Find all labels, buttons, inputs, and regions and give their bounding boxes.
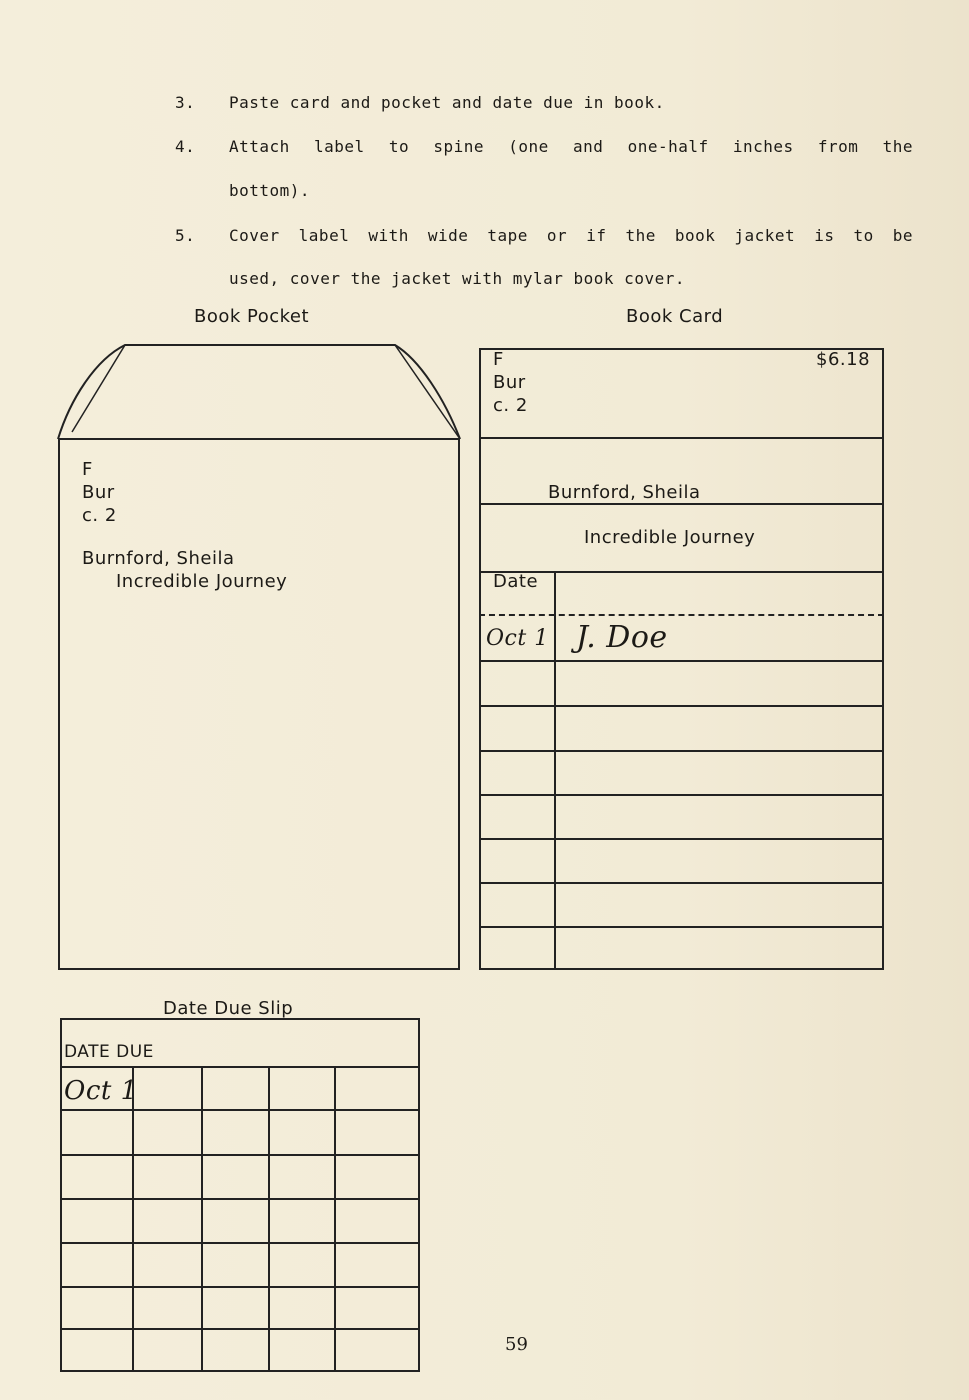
slip-row-line: [60, 1198, 420, 1200]
card-row-line: [479, 794, 884, 796]
card-row-line: [479, 926, 884, 928]
step-3-number: 3.: [175, 93, 196, 112]
card-row-line: [479, 705, 884, 707]
slip-column-line: [268, 1066, 270, 1372]
book-card-caption: Book Card: [626, 306, 724, 327]
slip-row-line: [60, 1286, 420, 1288]
pocket-title: Incredible Journey: [116, 571, 288, 592]
page-number: 59: [505, 1334, 528, 1355]
card-call-number-line-2: Bur: [493, 372, 526, 393]
step-3-text: Paste card and pocket and date due in book.: [229, 93, 665, 112]
slip-row-line: [60, 1242, 420, 1244]
card-divider: [479, 571, 884, 573]
card-call-number-line-3: c. 2: [493, 395, 528, 416]
slip-column-line: [334, 1066, 336, 1372]
pocket-call-number-line-3: c. 2: [82, 505, 117, 526]
card-row-line: [479, 750, 884, 752]
pocket-call-number-line-1: F: [82, 459, 93, 480]
card-row-line: [479, 882, 884, 884]
step-5-number: 5.: [175, 226, 196, 245]
card-date-header: Date: [493, 571, 539, 592]
card-entry-borrower: J. Doe: [576, 620, 668, 655]
slip-entry-date: Oct 1: [64, 1076, 138, 1106]
step-4-continuation: bottom).: [229, 181, 311, 200]
step-4-number: 4.: [175, 137, 196, 156]
step-5-line: Cover label with wide tape or if the book jacket is to be: [229, 226, 913, 245]
card-header-divider: [479, 614, 884, 616]
date-due-slip-caption: Date Due Slip: [163, 998, 294, 1019]
book-pocket-caption: Book Pocket: [194, 306, 310, 327]
card-call-number-line-1: F: [493, 349, 504, 370]
card-author: Burnford, Sheila: [548, 482, 701, 503]
step-4-line: Attach label to spine (one and one-half inches from the: [229, 137, 913, 156]
book-card: [479, 348, 884, 970]
card-divider: [479, 503, 884, 505]
slip-row-line: [60, 1066, 420, 1068]
pocket-author: Burnford, Sheila: [82, 548, 235, 569]
slip-column-line: [132, 1066, 134, 1372]
pocket-call-number-line-2: Bur: [82, 482, 115, 503]
date-due-slip: [60, 1018, 420, 1372]
slip-row-line: [60, 1328, 420, 1330]
date-due-header: DATE DUE: [64, 1042, 154, 1062]
card-divider: [479, 437, 884, 439]
slip-row-line: [60, 1154, 420, 1156]
card-title: Incredible Journey: [584, 527, 756, 548]
slip-row-line: [60, 1109, 420, 1111]
book-pocket: [58, 438, 460, 970]
slip-column-line: [201, 1066, 203, 1372]
card-entry-date: Oct 1: [486, 626, 549, 651]
card-column-line: [554, 571, 556, 970]
card-row-line: [479, 838, 884, 840]
card-price: $6.18: [816, 349, 871, 370]
step-5-continuation: used, cover the jacket with mylar book cover.: [229, 269, 685, 288]
card-row-line: [479, 660, 884, 662]
